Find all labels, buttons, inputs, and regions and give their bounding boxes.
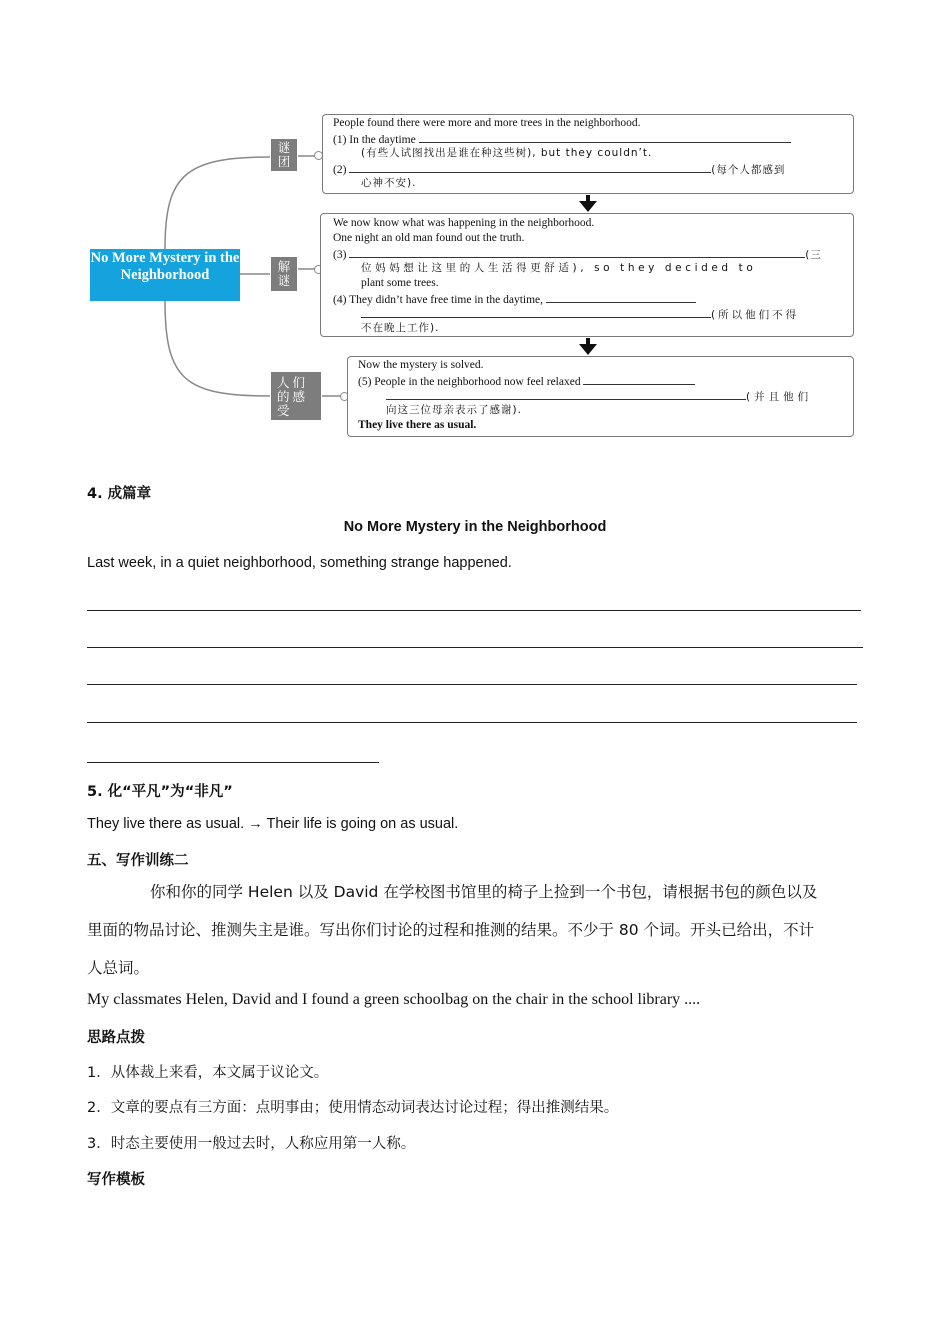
- solution-line-2: One night an old man found out the truth.: [333, 232, 525, 244]
- mystery-line-4-text: (2): [333, 164, 347, 176]
- tag-mystery-label: 谜团: [277, 140, 291, 169]
- mystery-box: [322, 114, 854, 194]
- answer-blank-5b[interactable]: [386, 388, 746, 400]
- mystery-line-4-hint: (每个人都感到: [711, 164, 786, 176]
- answer-blank-4[interactable]: [546, 291, 696, 303]
- feelings-line-2-text: (5) People in the neighborhood now feel relaxed: [358, 376, 581, 388]
- feelings-line-5: They live there as usual.: [358, 419, 477, 431]
- prompt-line-1: 你和你的同学 Helen 以及 David 在学校图书馆里的椅子上捡到一个书包，请根据书包的颜色以及: [150, 883, 818, 901]
- writing-line[interactable]: [87, 722, 857, 723]
- solution-line-4: 位妈妈想让这里的人生活得更舒适), so they decided to: [361, 262, 757, 274]
- down-arrow-icon: [579, 344, 597, 355]
- template-heading: 写作模板: [87, 1172, 145, 1188]
- mindmap-center: [90, 249, 240, 301]
- section5-example: They live there as usual. → Their life is going on as usual.: [87, 816, 459, 832]
- feelings-box: [347, 356, 854, 437]
- tips-heading: 思路点拨: [87, 1030, 145, 1046]
- tip-item: 3．时态主要使用一般过去时，人称应用第一人称。: [87, 1136, 416, 1152]
- mystery-line-3: (有些人试图找出是谁在种这些树), but they couldn’t.: [361, 147, 653, 159]
- answer-blank-1[interactable]: [419, 131, 791, 143]
- writing-line[interactable]: [87, 647, 863, 648]
- prompt-line-3: 人总词。: [87, 959, 150, 977]
- prompt-line-2: 里面的物品讨论、推测失主是谁。写出你们讨论的过程和推测的结果。不少于 80 个词。开头已给出，不计: [87, 921, 815, 939]
- mystery-line-2-text: (1) In the daytime: [333, 134, 416, 146]
- writing-practice-heading: 五、写作训练二: [87, 853, 189, 869]
- solution-line-6-text: (4) They didn’t have free time in the daytime,: [333, 294, 544, 306]
- tip-item: 2．文章的要点有三方面：点明事由；使用情态动词表达讨论过程；得出推测结果。: [87, 1100, 619, 1116]
- solution-line-3-text: (3): [333, 249, 347, 261]
- tip-item: 1．从体裁上来看，本文属于议论文。: [87, 1065, 329, 1081]
- solution-box: [320, 213, 854, 337]
- feelings-line-1: Now the mystery is solved.: [358, 359, 484, 371]
- tag-solve-label: 解谜: [277, 259, 291, 288]
- essay-title: No More Mystery in the Neighborhood: [343, 519, 607, 535]
- tag-solve: [271, 257, 297, 291]
- answer-blank-2[interactable]: [349, 161, 711, 173]
- mindmap-center-label: No More Mystery in the Neighborhood: [90, 250, 240, 283]
- answer-blank-4b[interactable]: [361, 306, 711, 318]
- solution-line-1: We now know what was happening in the neighborhood.: [333, 217, 595, 229]
- writing-line[interactable]: [87, 684, 857, 685]
- answer-blank-5[interactable]: [583, 373, 695, 385]
- solution-line-7-hint: (所以他们不得: [711, 309, 800, 321]
- solution-line-3-hint: (三: [805, 249, 822, 261]
- writing-line[interactable]: [87, 762, 379, 763]
- solution-line-8: 不在晚上工作).: [361, 322, 440, 334]
- down-arrow-icon: [579, 201, 597, 212]
- feelings-line-3-hint: (并且他们: [746, 391, 813, 403]
- writing-line[interactable]: [87, 610, 861, 611]
- essay-opening: Last week, in a quiet neighborhood, something strange happened.: [87, 555, 512, 571]
- mystery-line-1: People found there were more and more trees in the neighborhood.: [333, 117, 641, 129]
- practice-opening: My classmates Helen, David and I found a green schoolbag on the chair in the school library ....: [87, 991, 701, 1008]
- mystery-line-5: 心神不安).: [361, 177, 417, 189]
- tag-mystery: [271, 139, 297, 171]
- answer-blank-3[interactable]: [349, 246, 805, 258]
- solution-line-5: plant some trees.: [361, 277, 439, 289]
- section4-heading: 4. 成篇章: [87, 486, 152, 502]
- feelings-line-4: 向这三位母亲表示了感谢).: [386, 404, 522, 416]
- section5-heading: 5. 化“平凡”为“非凡”: [87, 784, 233, 800]
- tag-feelings: [271, 372, 321, 420]
- tag-feelings-label: 人们的感受: [277, 375, 309, 418]
